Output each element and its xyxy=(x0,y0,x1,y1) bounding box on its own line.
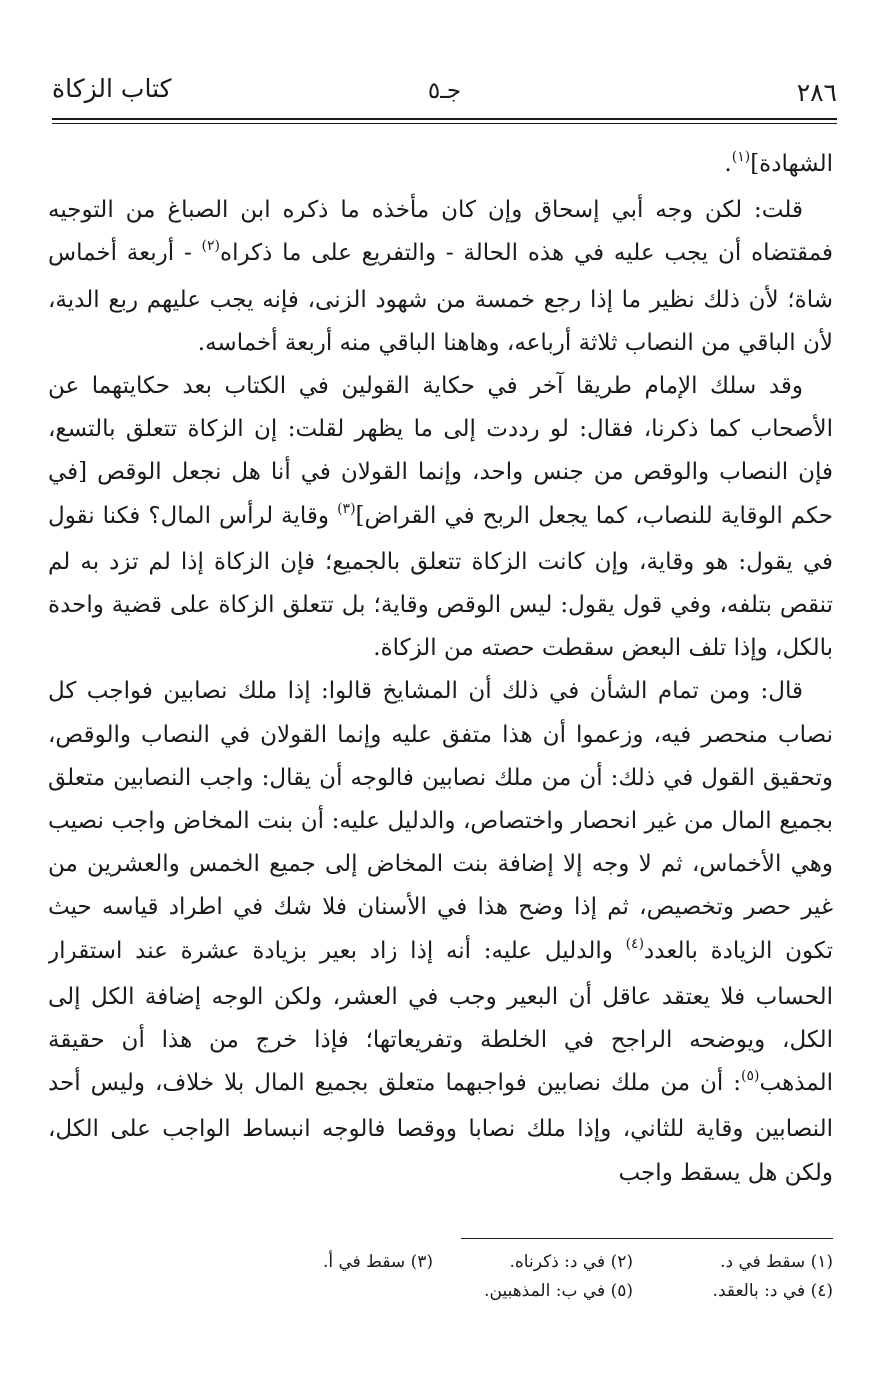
footnote-item xyxy=(433,1277,633,1306)
footnote-row xyxy=(48,1248,833,1277)
paragraph-text: - أربعة أخماس شاة؛ لأن ذلك نظير ما إذا رجع خمسة من شهود الزنى، فإنه يجب عليهم ربع الدية، لأن الباقي من النصاب ثلاثة أرباعه، وهاهنا الباقي منه أربعة أخماسه. xyxy=(48,240,833,356)
footnote-item xyxy=(233,1248,433,1277)
paragraph-text: . xyxy=(724,151,732,177)
header-rule-thin xyxy=(52,123,837,124)
paragraph xyxy=(48,189,833,365)
page-header xyxy=(52,70,837,114)
header-rule-thick xyxy=(52,118,837,120)
paragraph-text: وقد سلك الإمام طريقا آخر في حكاية القولين في الكتاب بعد حكايتهما عن الأصحاب كما ذكرنا، فقال: لو رددت إلى ما يظهر لقلت: إن الزكاة تتعلق بالتسع، فإن النصاب والوقص من جنس واحد، وإنما القولان في أنا هل نجعل الوقص [في حكم الوقاية للنصاب، كما يجعل الربح في القراض] xyxy=(48,373,833,529)
footnote-text: في ب: المذهبين. xyxy=(484,1281,606,1301)
footnote-text: سقط في أ. xyxy=(322,1252,406,1272)
paragraph xyxy=(48,365,833,670)
footnote-marker: (٣) xyxy=(337,500,356,517)
chapter-title: كتاب الزكاة xyxy=(52,74,172,103)
footnote-number: (٥) xyxy=(610,1281,633,1301)
footnote-marker: (٥) xyxy=(741,1068,760,1085)
footnote-marker: (١) xyxy=(731,149,751,165)
paragraph-text: : أن من ملك نصابين فواجبهما متعلق بجميع المال بلا خلاف، وليس أحد النصابين وقاية للثاني، وإذا ملك نصابا ووقصا فالوجه انبساط الواجب على الكل، ولكن هل يسقط واجب xyxy=(48,1070,833,1186)
paragraph-text: وقاية لرأس المال؟ فكنا نقول في يقول: هو وقاية، وإن كانت الزكاة تتعلق بالجميع؛ فإن الزكاة إذا لم تزد به لم تنقص بتلفه، وفي قول يقول: ليس الوقص وقاية؛ بل تتعلق الزكاة على قضية واحدة بالكل، وإذا تلف البعض سقطت حصته من الزكاة. xyxy=(48,502,833,662)
paragraph-text: قال: ومن تمام الشأن في ذلك أن المشايخ قالوا: إذا ملك نصابين فواجب كل نصاب منحصر فيه، وزعموا أن هذا متفق عليه وإنما القولان في النصاب والوقص، وتحقيق القول في ذلك: أن من ملك نصابين فالوجه أن يقال: واجب النصابين متعلق بجميع المال من غير انحصار واختصاص، والدليل عليه: أن بنت المخاض واجب نصيب وهي الأخماس، ثم لا وجه إلا إضافة بنت المخاض إلى جميع الخمس والعشرين من غير حصر وتخصيص، ثم إذا وضح هذا في الأسنان فلا شك في اطراد قياسه حيث تكون الزيادة بالعدد xyxy=(48,678,833,964)
footnote-number: (١) xyxy=(810,1252,833,1272)
paragraph xyxy=(48,670,833,1194)
footnote-item xyxy=(633,1277,833,1306)
footnote-number: (٤) xyxy=(810,1281,833,1301)
paragraph-text: قلت: لكن وجه أبي إسحاق وإن كان مأخذه ما ذكره ابن الصباغ من التوجيه فمقتضاه أن يجب عليه في هذه الحالة - والتفريع على ما ذكراه xyxy=(48,197,833,267)
volume-label: جـ٥ xyxy=(427,78,462,104)
footnote-text: سقط في د. xyxy=(720,1252,806,1272)
main-text xyxy=(48,143,833,1221)
footnote-separator xyxy=(461,1238,833,1239)
paragraph-text: الشهادة] xyxy=(750,151,833,177)
footnote-text: في د: ذكرناه. xyxy=(509,1252,606,1272)
footnotes xyxy=(48,1248,833,1306)
footnote-item xyxy=(433,1248,633,1277)
footnote-marker: (٤) xyxy=(625,935,645,952)
page-number: ٢٨٦ xyxy=(796,78,837,107)
paragraph-text: والدليل عليه: أنه إذا زاد بعير بزيادة عشرة عند استقرار الحساب فلا يعتقد عاقل أن البعير وجب في العشر، ولكن الوجه إضافة الكل إلى الكل، ويوضحه الراجح في الخلطة وتفريعاتها؛ فإذا خرج من هذا أن حقيقة المذهب xyxy=(48,937,833,1097)
paragraph xyxy=(48,143,833,189)
footnote-text: في د: بالعقد. xyxy=(712,1281,806,1301)
footnote-number: (٣) xyxy=(410,1252,433,1272)
footnote-row xyxy=(48,1277,833,1306)
footnote-marker: (٢) xyxy=(201,238,221,255)
footnote-number: (٢) xyxy=(610,1252,633,1272)
footnote-item xyxy=(633,1248,833,1277)
